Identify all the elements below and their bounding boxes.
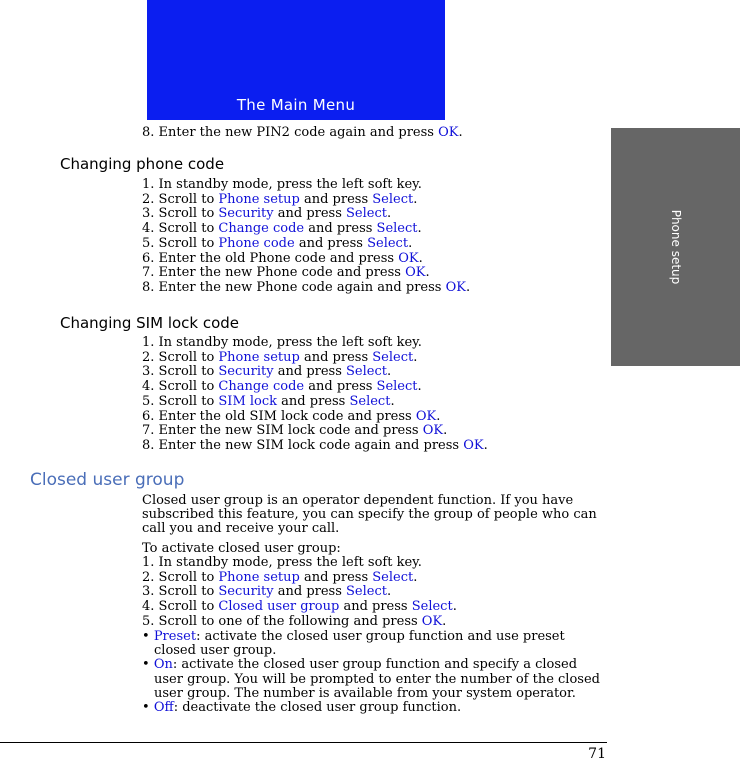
step-punct: .	[417, 379, 422, 395]
step-punct: .	[387, 584, 392, 600]
step-text: In standby mode, press the left soft key.	[158, 555, 422, 570]
step-text: and press	[304, 221, 377, 237]
step-text: Enter the old Phone code and press	[158, 250, 399, 266]
step-highlight: Select	[411, 599, 453, 615]
step-item	[142, 395, 612, 410]
step-text: Scroll to one of the following and press	[158, 613, 422, 629]
step-text: Scroll to	[158, 349, 219, 365]
step-highlight: OK	[398, 250, 419, 266]
bullet-mark: •	[142, 657, 154, 673]
step-number: 5.	[142, 393, 159, 409]
step-highlight: Phone setup	[218, 569, 300, 585]
step-text: In standby mode, press the left soft key.	[158, 177, 422, 192]
step-punct: .	[390, 393, 395, 409]
step-text: and press	[299, 349, 373, 365]
step-punct: .	[387, 364, 392, 380]
screen-title: The Main Menu	[236, 96, 356, 114]
step-highlight: OK	[405, 265, 426, 281]
step-punct: .	[417, 221, 422, 237]
step-number: 2.	[142, 191, 159, 207]
step-item	[142, 237, 612, 252]
bullet-mark: •	[142, 700, 154, 716]
step-highlight: Security	[218, 584, 274, 600]
step-text: and press	[294, 235, 368, 251]
step-text: In standby mode, press the left soft key.	[158, 335, 422, 350]
step-item	[142, 252, 612, 267]
step-number: 4.	[142, 221, 159, 237]
step-text: Scroll to	[158, 191, 219, 207]
step-highlight: Select	[372, 191, 414, 207]
step-highlight: Select	[367, 235, 409, 251]
step-punct: .	[413, 569, 418, 585]
step-highlight: Change code	[218, 221, 305, 237]
step-item	[142, 439, 612, 454]
step-number: 1.	[142, 335, 159, 350]
step-highlight: OK	[463, 437, 484, 453]
step-punct: .	[418, 250, 423, 266]
step-highlight: Change code	[218, 379, 305, 395]
closed-group-steps	[142, 556, 612, 630]
step-highlight: Select	[376, 221, 418, 237]
step-punct: .	[387, 206, 392, 222]
step-item	[142, 600, 612, 615]
step-text: Scroll to	[158, 235, 219, 251]
footer-rule	[0, 742, 607, 743]
step-text: Scroll to	[158, 584, 219, 600]
step-highlight: Phone code	[218, 235, 295, 251]
option-description: : activate the closed user group function and specify a closed user group. You will be prompted to enter the number of the closed user group. The number is available from your system operator.	[154, 657, 600, 701]
step-text: and press	[299, 569, 373, 585]
step-punct: .	[452, 599, 457, 615]
step-highlight: OK	[422, 423, 444, 439]
step-highlight: OK	[415, 408, 437, 424]
step-text: Enter the new Phone code and press	[158, 265, 406, 281]
step-text: Enter the new PIN2 code again and press	[158, 125, 439, 140]
step-highlight: Select	[349, 393, 391, 409]
step-text: Scroll to	[158, 599, 219, 615]
option-preset	[142, 630, 608, 658]
step-text: and press	[273, 364, 347, 380]
phone-screen-image	[147, 0, 445, 120]
step-item	[142, 178, 612, 193]
option-off	[142, 701, 608, 715]
step-text: Scroll to	[158, 206, 219, 222]
step-text: and press	[304, 379, 377, 395]
sim-lock-steps	[142, 336, 612, 454]
step-highlight: Select	[346, 364, 387, 380]
step-number: 2.	[142, 569, 159, 585]
side-tab-label: Phone setup	[668, 209, 683, 285]
step-number: 8.	[142, 279, 159, 295]
step-number: 4.	[142, 379, 159, 395]
step-number: 7.	[142, 423, 159, 439]
step-highlight: Select	[376, 379, 418, 395]
step-text: Enter the new Phone code again and press	[158, 279, 446, 295]
closed-group-intro: Closed user group is an operator dependent function. If you have subscribed this feature, you can specify the group of people who can call you and receive your call.	[142, 493, 597, 536]
step-number: 6.	[142, 250, 159, 266]
chapter-side-tab	[611, 128, 740, 366]
closed-group-options	[142, 630, 608, 715]
step-text: and press	[299, 191, 373, 207]
option-description: : deactivate the closed user group function.	[173, 700, 462, 716]
step-item	[142, 266, 612, 281]
step-text: Enter the new SIM lock code and press	[158, 423, 423, 439]
step-number: 3.	[142, 364, 159, 380]
step-highlight: Select	[372, 349, 414, 365]
option-name: Preset	[153, 629, 197, 644]
step-item	[142, 424, 612, 439]
phone-code-steps	[142, 178, 612, 296]
step-number: 1.	[142, 555, 159, 570]
step-number: 5.	[142, 235, 159, 251]
step-item	[142, 410, 612, 425]
step-item	[142, 556, 612, 571]
step-item	[142, 336, 612, 351]
step-highlight: SIM lock	[218, 393, 278, 409]
option-description: : activate the closed user group function and use preset closed user group.	[154, 629, 565, 659]
step-text: and press	[273, 206, 347, 222]
step-highlight: Select	[346, 584, 387, 600]
step-item	[142, 380, 612, 395]
step-number: 7.	[142, 265, 159, 281]
step-highlight: Phone setup	[218, 349, 300, 365]
step-punct: .	[483, 437, 488, 453]
step-text: Scroll to	[158, 221, 219, 237]
option-name: On	[153, 657, 173, 673]
step-punct: .	[442, 613, 447, 629]
step-number: 3.	[142, 206, 159, 222]
step-highlight: Security	[218, 364, 274, 380]
step-text: Scroll to	[158, 393, 219, 409]
step-text: Scroll to	[158, 379, 219, 395]
step-text: Scroll to	[158, 364, 219, 380]
step-number: 4.	[142, 599, 159, 615]
heading-changing-phone-code: Changing phone code	[60, 155, 225, 173]
page-number: 71	[588, 746, 606, 762]
step-text: Enter the old SIM lock code and press	[158, 408, 416, 424]
step-item	[142, 365, 612, 380]
step-number: 2.	[142, 349, 159, 365]
step-text: Scroll to	[158, 569, 219, 585]
step-item	[142, 585, 612, 600]
step-punct: .	[458, 125, 463, 140]
option-on	[142, 658, 608, 701]
step-number: 8.	[142, 437, 159, 453]
step-punct: .	[408, 235, 413, 251]
step-text: and press	[273, 584, 347, 600]
step-item	[142, 571, 612, 586]
pin2-step	[142, 126, 463, 141]
step-number: 3.	[142, 584, 159, 600]
step-punct: .	[436, 408, 441, 424]
step-number: 6.	[142, 408, 159, 424]
bullet-mark: •	[142, 629, 154, 644]
step-punct: .	[465, 279, 471, 295]
step-number: 8.	[142, 125, 155, 140]
step-number: 5.	[142, 613, 159, 629]
step-number: 1.	[142, 177, 159, 192]
heading-changing-sim-lock-code: Changing SIM lock code	[60, 314, 240, 332]
step-text: and press	[339, 599, 412, 615]
step-item	[142, 351, 612, 366]
step-item	[142, 281, 612, 296]
step-highlight: Phone setup	[218, 191, 300, 207]
step-punct: .	[425, 265, 430, 281]
option-name: Off	[153, 700, 174, 716]
step-highlight: OK	[438, 125, 459, 140]
step-highlight: Security	[218, 206, 274, 222]
step-item	[142, 207, 612, 222]
step-punct: .	[443, 423, 448, 439]
closed-group-activate: To activate closed user group:	[142, 541, 341, 556]
step-punct: .	[413, 191, 418, 207]
step-highlight: OK	[421, 613, 443, 629]
heading-closed-user-group: Closed user group	[30, 470, 185, 490]
step-highlight: Select	[372, 569, 414, 585]
step-item	[142, 615, 612, 630]
step-highlight: Select	[346, 206, 387, 222]
step-punct: .	[413, 349, 418, 365]
step-text: and press	[277, 393, 350, 409]
step-highlight: OK	[445, 279, 466, 295]
step-text: Enter the new SIM lock code again and press	[158, 437, 464, 453]
step-item	[142, 193, 612, 208]
step-highlight: Closed user group	[218, 599, 340, 615]
step-item	[142, 222, 612, 237]
